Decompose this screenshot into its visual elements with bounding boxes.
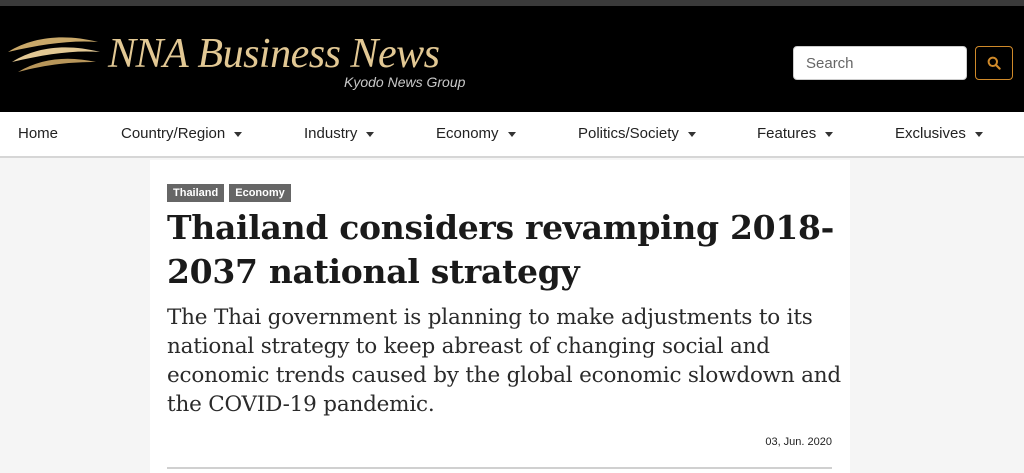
nav-label: Industry (304, 125, 358, 142)
site-subtitle: Kyodo News Group (344, 74, 466, 90)
nav-label: Exclusives (895, 125, 966, 142)
nav-exclusives[interactable] (895, 125, 983, 142)
site-logo[interactable] (6, 30, 476, 100)
caret-down-icon (688, 132, 696, 137)
tag-economy[interactable]: Economy (229, 184, 291, 202)
nav-industry[interactable] (304, 125, 374, 142)
nav-label: Features (757, 125, 817, 142)
nav-home[interactable] (18, 125, 58, 142)
site-title: NNA Business News (108, 31, 440, 77)
main-nav (0, 112, 1024, 158)
site-header (0, 6, 1024, 112)
nav-features[interactable] (757, 125, 833, 142)
caret-down-icon (825, 132, 833, 137)
tag-thailand[interactable]: Thailand (167, 184, 224, 202)
gold-wings-logo-icon (6, 32, 102, 76)
nav-politics-society[interactable] (578, 125, 696, 142)
article-headline: Thailand considers revamping 2018-2037 national strategy (167, 208, 835, 291)
nav-label: Home (18, 125, 59, 142)
caret-down-icon (366, 132, 374, 137)
search-button[interactable] (975, 46, 1013, 80)
article-tags (167, 184, 291, 202)
article-lead: The Thai government is planning to make adjustments to its national strategy to keep abreast of changing social and economic trends caused by the global economic slowdown and the COVID-19 pandemic. (167, 305, 841, 417)
divider (167, 467, 832, 469)
search-icon (987, 56, 1001, 70)
nav-country-region[interactable] (121, 125, 242, 142)
nav-economy[interactable] (436, 125, 516, 142)
nav-label: Economy (436, 125, 499, 142)
search-input[interactable] (793, 46, 967, 80)
caret-down-icon (508, 132, 516, 137)
nav-label: Politics/Society (578, 125, 679, 142)
caret-down-icon (975, 132, 983, 137)
caret-down-icon (234, 132, 242, 137)
nav-label: Country/Region (121, 125, 226, 142)
article-date: 03, Jun. 2020 (765, 436, 832, 448)
